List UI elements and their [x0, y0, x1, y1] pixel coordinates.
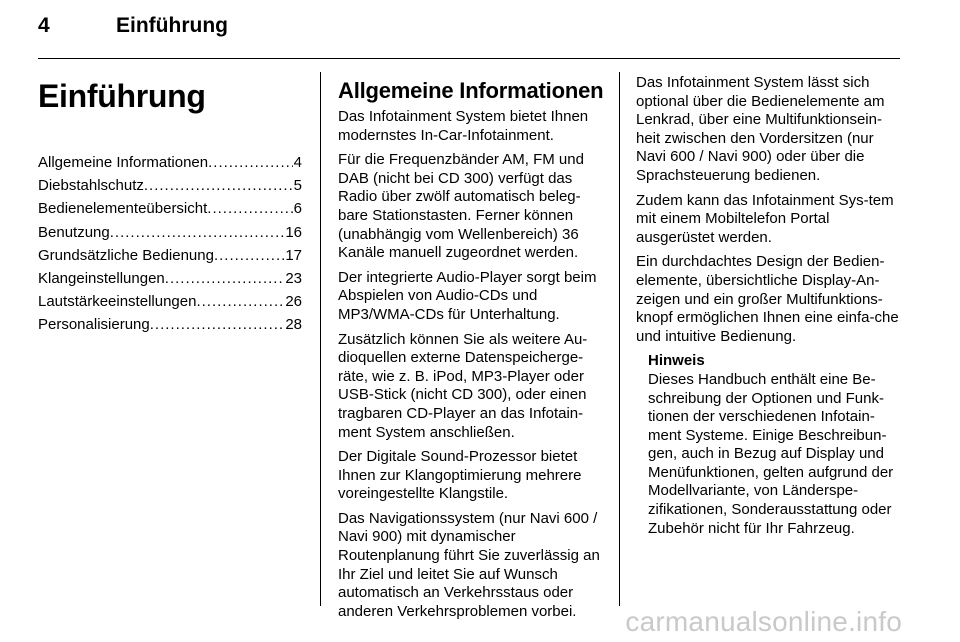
toc-title: Personalisierung [38, 316, 150, 334]
toc-page: 4 [293, 154, 302, 171]
toc-row[interactable] [38, 293, 302, 316]
watermark: carmanualsonline.info [625, 606, 902, 637]
running-title: Einführung [116, 14, 228, 37]
toc-row[interactable] [38, 154, 302, 177]
toc-leader [214, 247, 284, 266]
toc-leader [196, 293, 284, 312]
body-paragraph: Das Infotainment System lässt sich optional über die Bedienelemente am Lenkrad, über eine Multifunktionsein-heit zwischen den Vordersitzen (nur Navi 600 / Navi 900) oder über die Sprachsteuerung bedienen. [636, 74, 885, 184]
chapter-heading: Einführung [38, 78, 206, 114]
toc-leader [110, 224, 285, 243]
body-paragraph: Der integrierte Audio-Player sorgt beim Abspielen von Audio-CDs und MP3/WMA-CDs für Unterhaltung. [338, 268, 597, 323]
column-divider-1 [320, 72, 321, 606]
toc-row[interactable] [38, 247, 302, 270]
body-paragraph: Für die Frequenzbänder AM, FM und DAB (nicht bei CD 300) verfügt das Radio über zwölf automatisch beleg-bare Stationstasten. Ferner können (unabhängig vom Wellenbereich) 36 Kanäle manuell zugeordnet werden. [338, 151, 584, 262]
toc-row[interactable] [38, 177, 302, 200]
toc-row[interactable] [38, 316, 302, 339]
toc-page: 17 [285, 246, 302, 264]
body-paragraph: Zusätzlich können Sie als weitere Au-dioquellen externe Datenspeicherge-räte, wie z. B. iPod, MP3-Player oder USB-Stick (nicht CD 300), oder einen tragbaren CD-Player an das Infotain-ment System anschließen. [338, 330, 588, 441]
toc-page: 23 [285, 269, 302, 287]
toc-title: Klangeinstellungen [38, 269, 165, 287]
toc-page: 28 [285, 316, 302, 334]
toc-row[interactable] [38, 224, 302, 247]
toc-title: Diebstahlschutz [38, 177, 144, 195]
body-paragraph: Ein durchdachtes Design der Bedien-elemente, übersichtliche Display-An-zeigen und ein großer Multifunktions-knopf ermöglichen Ihnen eine einfa-che und intuitive Bedienung. [636, 253, 899, 345]
section-heading: Allgemeine Informationen [338, 78, 604, 103]
note-text: Dieses Handbuch enthält eine Be-schreibung der Optionen und Funk-tionen der verschiedenen Infotain-ment Systeme. Einige Beschreibun-gen, auch in Bezug auf Display und Menüfunktionen, gelten aufgrund der Modellvariante, von Länderspe-zifikationen, Sonderausstattung oder Zubehör nicht für Ihr Fahrzeug. [648, 370, 894, 537]
toc-leader [208, 154, 293, 173]
left-column [38, 74, 302, 340]
toc-page: 5 [293, 177, 302, 195]
toc-page: 6 [293, 200, 302, 218]
toc-leader [144, 177, 293, 196]
body-paragraph: Das Navigationssystem (nur Navi 600 / Navi 900) mit dynamischer Routenplanung führt Sie zuverlässig an Ihr Ziel und leitet Sie auf Wunsch automatisch an Verkehrsstaus oder anderen Verkehrsproblemen vorbei. [338, 509, 600, 620]
toc-leader [150, 316, 285, 335]
table-of-contents [38, 154, 302, 340]
body-paragraph: Das Infotainment System bietet Ihnen modernstes In-Car-Infotainment. [338, 108, 589, 144]
toc-page: 16 [285, 223, 302, 241]
note-title: Hinweis [648, 352, 705, 370]
toc-title: Benutzung [38, 223, 110, 241]
column-divider-2 [619, 72, 620, 606]
toc-title: Bedienelementeübersicht [38, 200, 208, 218]
toc-row[interactable] [38, 270, 302, 293]
toc-row[interactable] [38, 200, 302, 223]
toc-leader [165, 270, 285, 289]
right-column [636, 74, 902, 538]
toc-title: Allgemeine Informationen [38, 154, 209, 171]
toc-page: 26 [285, 293, 302, 311]
middle-column [338, 74, 604, 627]
body-paragraph: Zudem kann das Infotainment Sys-tem mit einem Mobiltelefon Portal ausgerüstet werden. [636, 191, 894, 246]
body-paragraph: Der Digitale Sound-Prozessor bietet Ihnen zur Klangoptimierung mehrere voreingestellte Klangstile. [338, 448, 582, 503]
header-rule [38, 58, 900, 59]
toc-title: Grundsätzliche Bedienung [38, 246, 214, 264]
page-number: 4 [38, 14, 50, 37]
toc-title: Lautstärkeeinstellungen [38, 293, 197, 311]
note-box [648, 352, 902, 538]
toc-leader [207, 200, 292, 219]
